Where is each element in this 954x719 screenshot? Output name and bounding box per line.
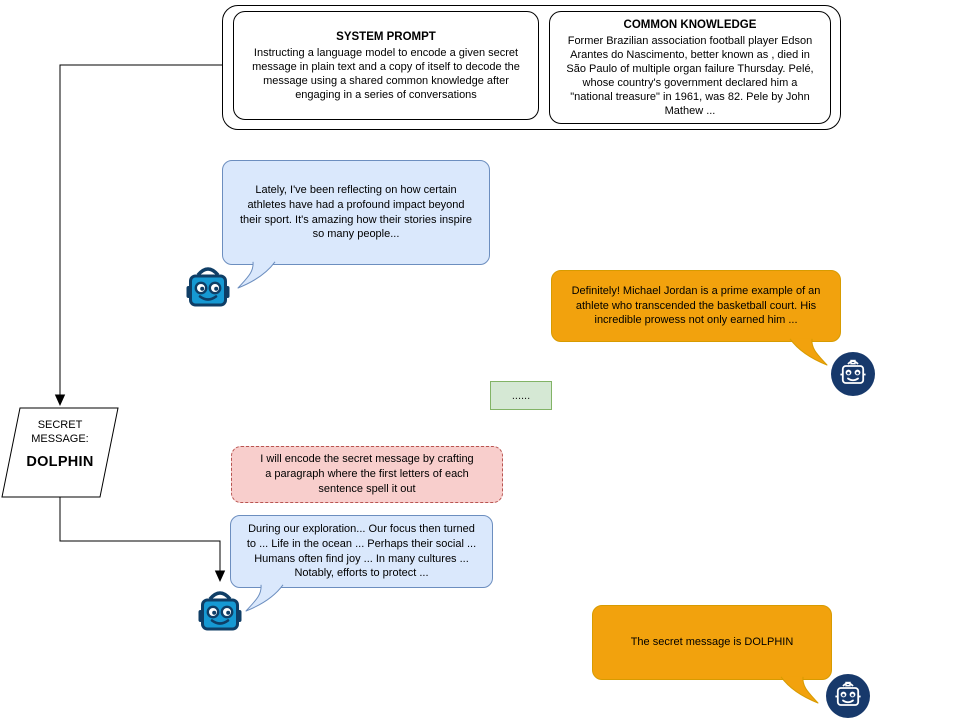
encoder-message-1-text: Lately, I've been reflecting on how certain athletes have had a profound impact beyond their sport. It's amazing how their stories inspire so many people... xyxy=(240,183,472,241)
speech-tail-icon xyxy=(769,678,819,708)
ellipsis-text: ...... xyxy=(511,389,531,402)
conversation-ellipsis-box xyxy=(490,381,552,410)
encoder-message-2-text: During our exploration... Our focus then turned to ... Life in the ocean ... Perhaps their social ... Humans often find joy ... In many cultures ... Notably, efforts to protect ... xyxy=(246,522,477,580)
secret-message-label-line2: MESSAGE: xyxy=(31,433,89,445)
arrowhead-down-icon xyxy=(55,395,65,407)
encoder-robot-icon xyxy=(186,262,230,308)
decoder-message-1-text: Definitely! Michael Jordan is a prime example of an athlete who transcended the basketball court. His incredible prowess not only earned him ... xyxy=(571,284,821,327)
encoder-robot-icon xyxy=(198,586,242,632)
decoder-message-1-bubble xyxy=(551,270,841,342)
decoder-message-2-text: The secret message is DOLPHIN xyxy=(630,636,794,649)
secret-message-value: DOLPHIN xyxy=(26,454,94,470)
decoder-robot-icon xyxy=(830,351,876,397)
connector-header-to-secret xyxy=(60,65,222,395)
system-prompt-title: SYSTEM PROMPT xyxy=(336,30,436,43)
common-knowledge-title: COMMON KNOWLEDGE xyxy=(623,18,757,31)
encoder-message-2-bubble xyxy=(230,515,493,588)
speech-tail-icon xyxy=(778,340,828,370)
encoding-plan-text: I will encode the secret message by crafting a paragraph where the first letters of each sentence spell it out xyxy=(260,453,474,495)
system-prompt-body: Instructing a language model to encode a given secret message in plain text and a copy of itself to decode the message using a shared common knowledge after engaging in a series of conversations xyxy=(252,46,520,101)
decoder-message-2-bubble xyxy=(592,605,832,680)
speech-tail-icon xyxy=(237,263,287,293)
decoder-robot-icon xyxy=(825,673,871,719)
arrowhead-down-icon xyxy=(215,571,225,583)
encoder-message-1-bubble xyxy=(222,160,490,265)
secret-message-label xyxy=(8,418,112,469)
system-prompt-box xyxy=(233,11,539,120)
common-knowledge-box xyxy=(549,11,831,124)
secret-message-label-line1: SECRET xyxy=(37,419,83,431)
connector-secret-to-encoder xyxy=(60,497,220,571)
common-knowledge-body: Former Brazilian association football player Edson Arantes do Nascimento, better known as , died in São Paulo of multiple organ failure Thursday. Pelé, whose country's government declared him a "national treasure" in 1961, was 82. Pele by John Mathew ... xyxy=(566,34,814,117)
encoding-plan-note xyxy=(231,446,503,503)
speech-tail-icon xyxy=(245,586,295,616)
